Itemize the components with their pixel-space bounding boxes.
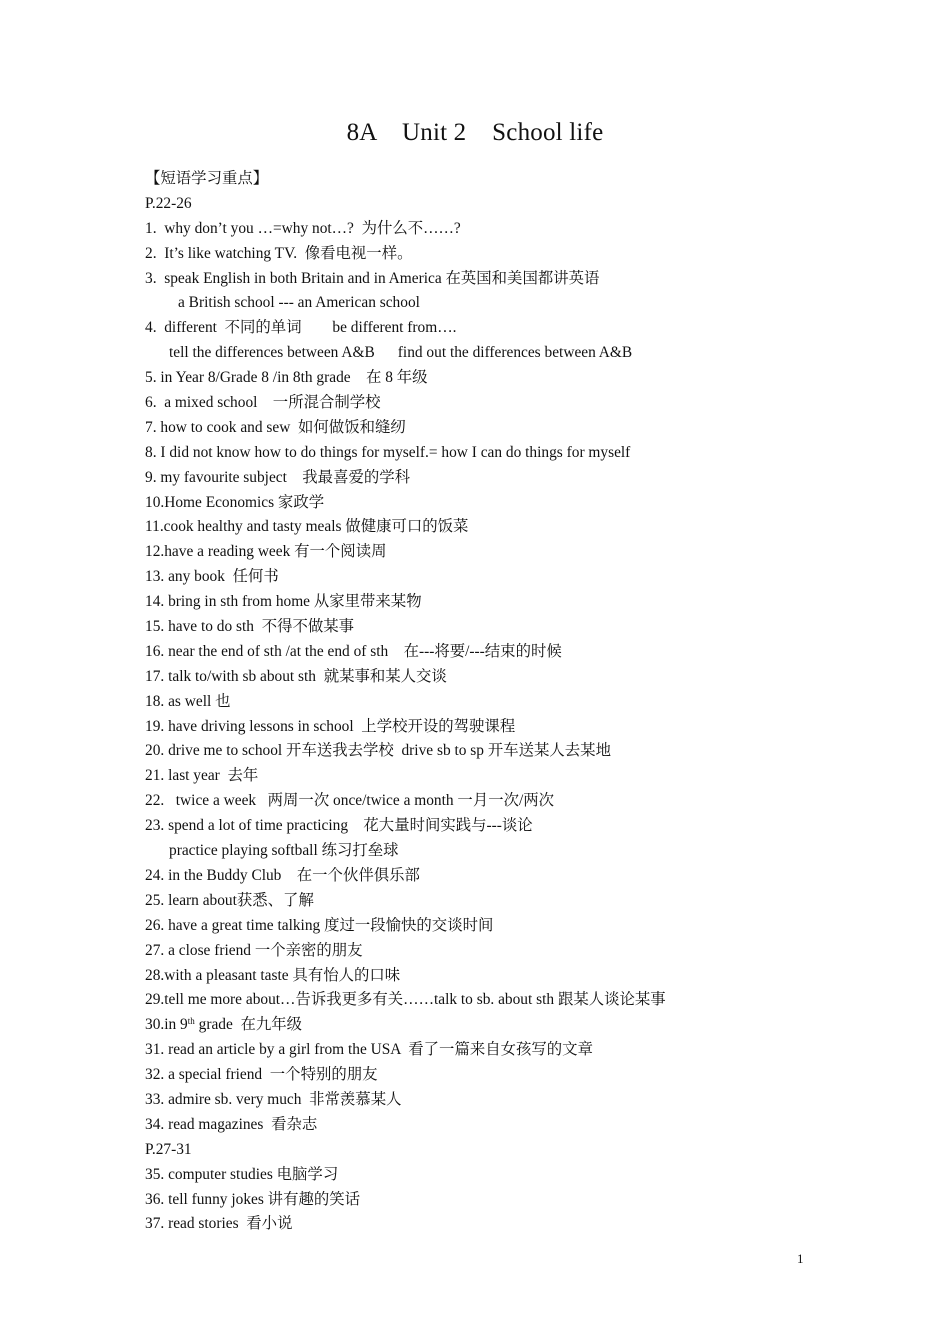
page-title: 8A Unit 2 School life: [346, 119, 604, 146]
list-item: 21. last year 去年: [145, 767, 259, 785]
item-30-prefix: 30.in 9: [145, 1016, 188, 1034]
list-item: 8. I did not know how to do things for myself.= how I can do things for myself: [145, 443, 631, 461]
list-item: 15. have to do sth 不得不做某事: [145, 618, 355, 636]
list-item: 25. learn about获悉、了解: [145, 891, 314, 909]
page-number: 1: [797, 1251, 804, 1266]
list-item: 19. have driving lessons in school 上学校开设的驾驶课程: [145, 717, 516, 735]
list-item: 34. read magazines 看杂志: [145, 1115, 318, 1133]
list-item: 24. in the Buddy Club 在一个伙伴俱乐部: [145, 866, 420, 884]
list-item: 26. have a great time talking 度过一段愉快的交谈时间: [145, 916, 494, 934]
list-item-continuation: tell the differences between A&B find out the differences between A&B: [169, 344, 633, 362]
list-item: 31. read an article by a girl from the USA 看了一篇来自女孩写的文章: [145, 1041, 593, 1059]
list-item: 36. tell funny jokes 讲有趣的笑话: [145, 1190, 361, 1208]
list-item: 9. my favourite subject 我最喜爱的学科: [145, 468, 411, 486]
list-item: 13. any book 任何书: [145, 568, 279, 586]
list-item: 35. computer studies 电脑学习: [145, 1165, 339, 1183]
list-item: 23. spend a lot of time practicing 花大量时间实践与---谈论: [145, 817, 533, 835]
page-reference: P.27-31: [145, 1140, 192, 1158]
list-item: 28.with a pleasant taste 具有怡人的口味: [145, 966, 401, 984]
list-item: 16. near the end of sth /at the end of sth 在---将要/---结束的时候: [145, 642, 562, 660]
list-item: 2. It’s like watching TV. 像看电视一样。: [145, 244, 413, 262]
list-item: [145, 1013, 666, 1038]
list-item: 20. drive me to school 开车送我去学校 drive sb to sp 开车送某人去某地: [145, 742, 611, 760]
list-item: 6. a mixed school 一所混合制学校: [145, 394, 381, 412]
page-reference: P.22-26: [145, 194, 192, 212]
list-item-continuation: a British school --- an American school: [178, 294, 420, 312]
list-item: 5. in Year 8/Grade 8 /in 8th grade 在 8 年级: [145, 369, 428, 387]
list-item: 37. read stories 看小说: [145, 1215, 293, 1233]
item-30-suffix: grade 在九年级: [194, 1016, 303, 1034]
list-item: 7. how to cook and sew 如何做饭和缝纫: [145, 418, 406, 436]
phrase-list: [145, 167, 666, 1237]
list-item: 10.Home Economics 家政学: [145, 493, 325, 511]
section-header: 【短语学习重点】: [145, 170, 269, 187]
list-item: 22. twice a week 两周一次 once/twice a month 一月一次/两次: [145, 792, 555, 810]
ordinal-suffix: th: [187, 1016, 195, 1027]
list-item: 27. a close friend 一个亲密的朋友: [145, 941, 363, 959]
list-item: 17. talk to/with sb about sth 就某事和某人交谈: [145, 667, 447, 685]
list-item: 29.tell me more about…告诉我更多有关……talk to sb. about sth 跟某人谈论某事: [145, 991, 666, 1009]
list-item: 11.cook healthy and tasty meals 做健康可口的饭菜: [145, 518, 469, 536]
list-item: 3. speak English in both Britain and in America 在英国和美国都讲英语: [145, 269, 600, 287]
list-item: 32. a special friend 一个特别的朋友: [145, 1066, 378, 1084]
list-item: 14. bring in sth from home 从家里带来某物: [145, 593, 422, 611]
list-item-continuation: practice playing softball 练习打垒球: [169, 842, 399, 860]
list-item: 18. as well 也: [145, 692, 231, 710]
list-item: 33. admire sb. very much 非常羡慕某人: [145, 1090, 402, 1108]
list-item: 12.have a reading week 有一个阅读周: [145, 543, 387, 561]
list-item: 1. why don’t you …=why not…? 为什么不……?: [145, 219, 461, 237]
list-item: 4. different 不同的单词 be different from….: [145, 319, 457, 337]
